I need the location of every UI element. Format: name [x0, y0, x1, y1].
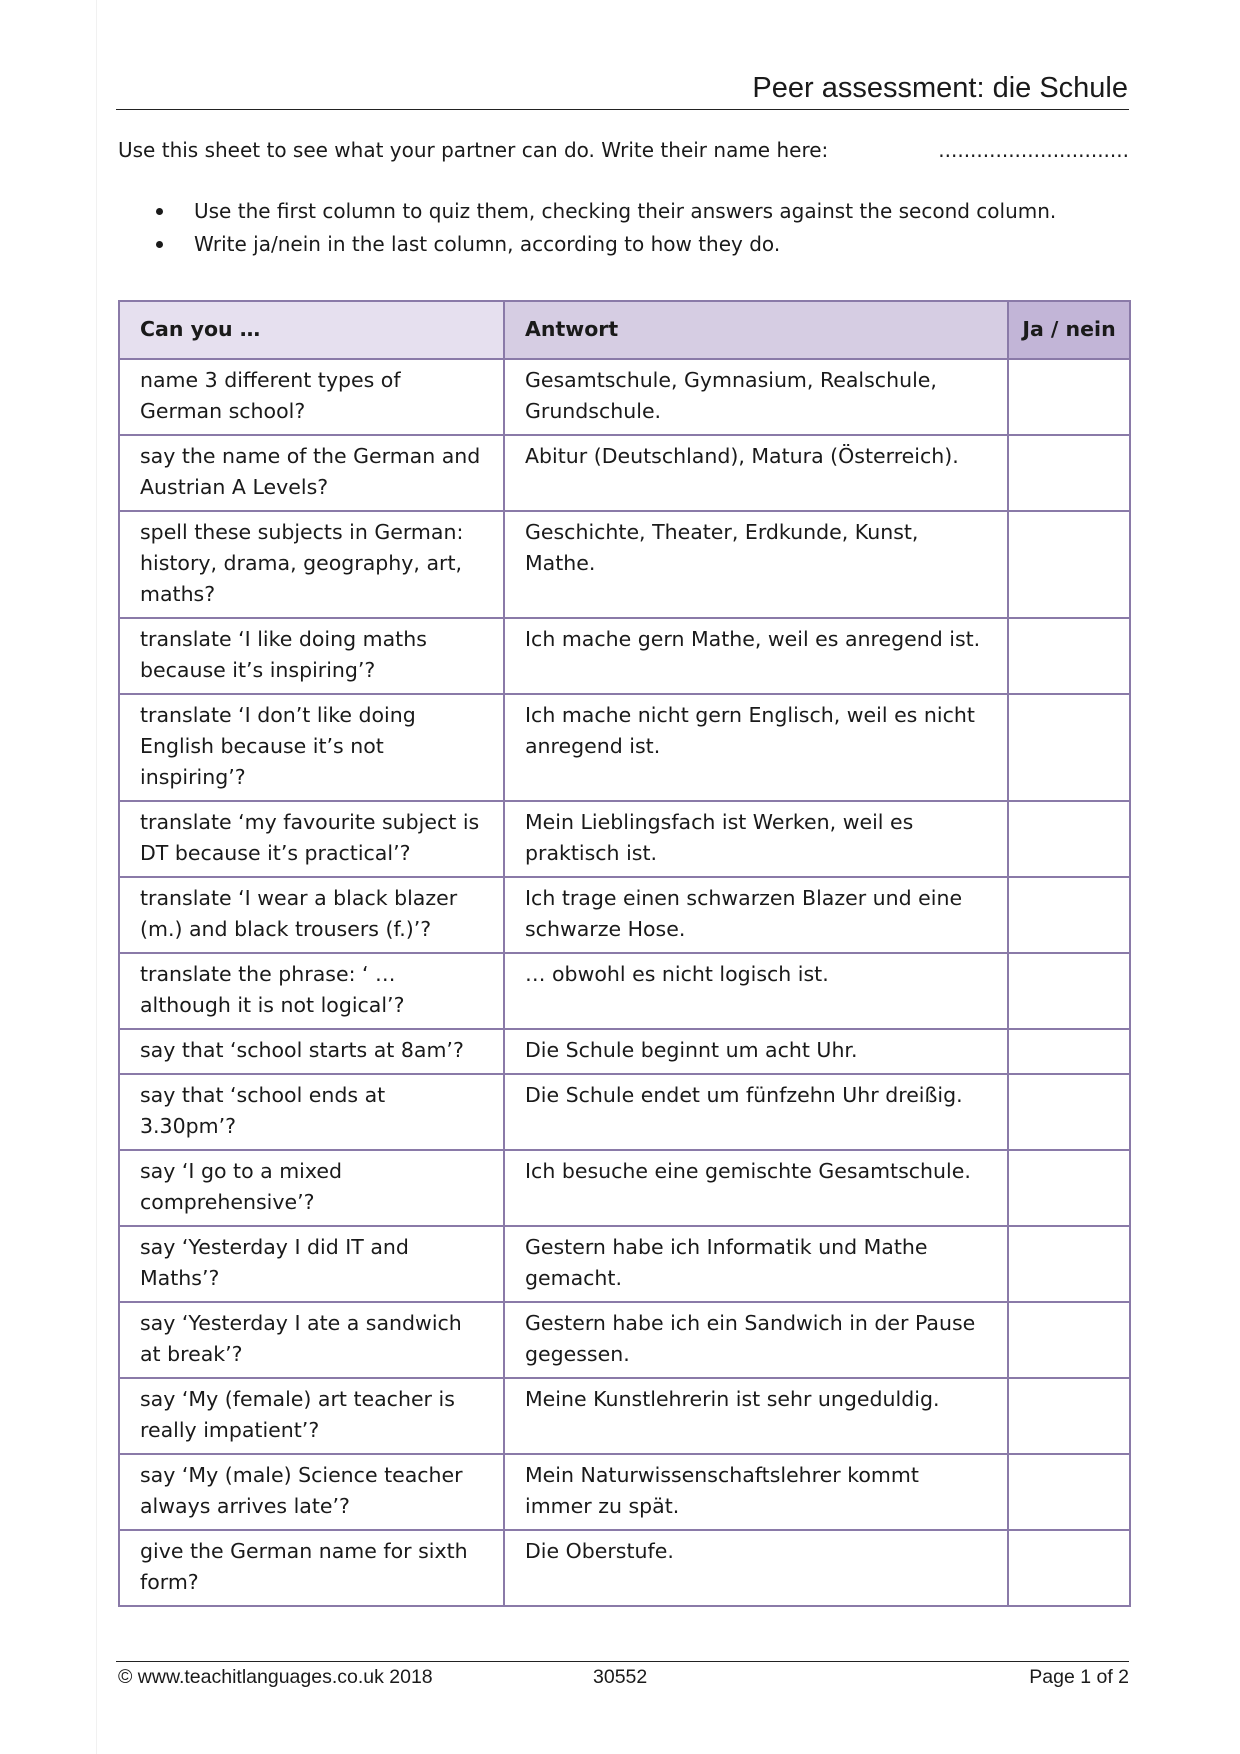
table-row: [119, 1074, 1130, 1150]
table-row: [119, 1378, 1130, 1454]
result-cell[interactable]: [1008, 359, 1130, 435]
instruction-item: Use the first column to quiz them, checking their answers against the second column.: [118, 195, 1133, 228]
question-cell: say ‘I go to a mixed comprehensive’?: [119, 1150, 504, 1226]
answer-cell: Ich trage einen schwarzen Blazer und eine schwarze Hose.: [504, 877, 1008, 953]
column-header-question: Can you …: [119, 301, 504, 359]
result-cell[interactable]: [1008, 694, 1130, 801]
answer-cell: Ich mache nicht gern Englisch, weil es nicht anregend ist.: [504, 694, 1008, 801]
answer-cell: Gestern habe ich Informatik und Mathe gemacht.: [504, 1226, 1008, 1302]
table-row: [119, 1029, 1130, 1074]
result-cell[interactable]: [1008, 801, 1130, 877]
table-row: [119, 1226, 1130, 1302]
result-cell[interactable]: [1008, 1150, 1130, 1226]
result-cell[interactable]: [1008, 435, 1130, 511]
question-cell: translate ‘I don’t like doing English because it’s not inspiring’?: [119, 694, 504, 801]
partner-name-field[interactable]: ..............................: [938, 138, 1129, 162]
column-header-answer: Antwort: [504, 301, 1008, 359]
column-header-result: Ja / nein: [1008, 301, 1130, 359]
footer-divider: [116, 1661, 1129, 1662]
bullet-icon: [156, 241, 163, 248]
page-title: Peer assessment: die Schule: [752, 72, 1128, 104]
table-row: [119, 694, 1130, 801]
table-row: [119, 1302, 1130, 1378]
answer-cell: Mein Lieblingsfach ist Werken, weil es praktisch ist.: [504, 801, 1008, 877]
result-cell[interactable]: [1008, 1530, 1130, 1606]
result-cell[interactable]: [1008, 1378, 1130, 1454]
result-cell[interactable]: [1008, 1226, 1130, 1302]
instruction-list: [118, 195, 1133, 261]
question-cell: say ‘Yesterday I did IT and Maths’?: [119, 1226, 504, 1302]
answer-cell: Meine Kunstlehrerin ist sehr ungeduldig.: [504, 1378, 1008, 1454]
page-footer: [118, 1666, 1129, 1694]
question-cell: spell these subjects in German: history, drama, geography, art, maths?: [119, 511, 504, 618]
result-cell[interactable]: [1008, 1029, 1130, 1074]
intro-text: Use this sheet to see what your partner can do. Write their name here:: [118, 138, 829, 162]
result-cell[interactable]: [1008, 953, 1130, 1029]
result-cell[interactable]: [1008, 877, 1130, 953]
footer-resource-code: 30552: [593, 1666, 648, 1688]
result-cell[interactable]: [1008, 618, 1130, 694]
answer-cell: Die Schule beginnt um acht Uhr.: [504, 1029, 1008, 1074]
footer-page-number: Page 1 of 2: [1029, 1666, 1129, 1688]
answer-cell: Die Oberstufe.: [504, 1530, 1008, 1606]
question-cell: translate ‘my favourite subject is DT because it’s practical’?: [119, 801, 504, 877]
table-row: [119, 1150, 1130, 1226]
table-header-row: [119, 301, 1130, 359]
table-row: [119, 511, 1130, 618]
result-cell[interactable]: [1008, 511, 1130, 618]
question-cell: say ‘Yesterday I ate a sandwich at break’?: [119, 1302, 504, 1378]
table-row: [119, 1530, 1130, 1606]
answer-cell: Gestern habe ich ein Sandwich in der Pause gegessen.: [504, 1302, 1008, 1378]
answer-cell: Ich mache gern Mathe, weil es anregend ist.: [504, 618, 1008, 694]
question-cell: say that ‘school ends at 3.30pm’?: [119, 1074, 504, 1150]
question-cell: say ‘My (female) art teacher is really impatient’?: [119, 1378, 504, 1454]
table-row: [119, 801, 1130, 877]
header-divider: [116, 109, 1129, 110]
table-row: [119, 359, 1130, 435]
table-row: [119, 435, 1130, 511]
table-row: [119, 953, 1130, 1029]
question-cell: say the name of the German and Austrian A Levels?: [119, 435, 504, 511]
question-cell: say that ‘school starts at 8am’?: [119, 1029, 504, 1074]
result-cell[interactable]: [1008, 1302, 1130, 1378]
question-cell: translate the phrase: ‘ … although it is not logical’?: [119, 953, 504, 1029]
question-cell: translate ‘I like doing maths because it’s inspiring’?: [119, 618, 504, 694]
question-cell: translate ‘I wear a black blazer (m.) and black trousers (f.)’?: [119, 877, 504, 953]
result-cell[interactable]: [1008, 1074, 1130, 1150]
intro-line: [118, 136, 1133, 164]
instruction-item: Write ja/nein in the last column, according to how they do.: [118, 228, 1133, 261]
table-row: [119, 618, 1130, 694]
bullet-icon: [156, 208, 163, 215]
page-edge: [96, 0, 97, 1754]
answer-cell: Geschichte, Theater, Erdkunde, Kunst, Mathe.: [504, 511, 1008, 618]
table-row: [119, 1454, 1130, 1530]
answer-cell: Abitur (Deutschland), Matura (Österreich).: [504, 435, 1008, 511]
question-cell: say ‘My (male) Science teacher always arrives late’?: [119, 1454, 504, 1530]
answer-cell: Gesamtschule, Gymnasium, Realschule, Grundschule.: [504, 359, 1008, 435]
answer-cell: Mein Naturwissenschaftslehrer kommt immer zu spät.: [504, 1454, 1008, 1530]
question-cell: name 3 different types of German school?: [119, 359, 504, 435]
answer-cell: Die Schule endet um fünfzehn Uhr dreißig.: [504, 1074, 1008, 1150]
footer-copyright: © www.teachitlanguages.co.uk 2018: [118, 1666, 433, 1688]
question-cell: give the German name for sixth form?: [119, 1530, 504, 1606]
assessment-table: [118, 300, 1131, 1607]
answer-cell: … obwohl es nicht logisch ist.: [504, 953, 1008, 1029]
answer-cell: Ich besuche eine gemischte Gesamtschule.: [504, 1150, 1008, 1226]
table-row: [119, 877, 1130, 953]
result-cell[interactable]: [1008, 1454, 1130, 1530]
